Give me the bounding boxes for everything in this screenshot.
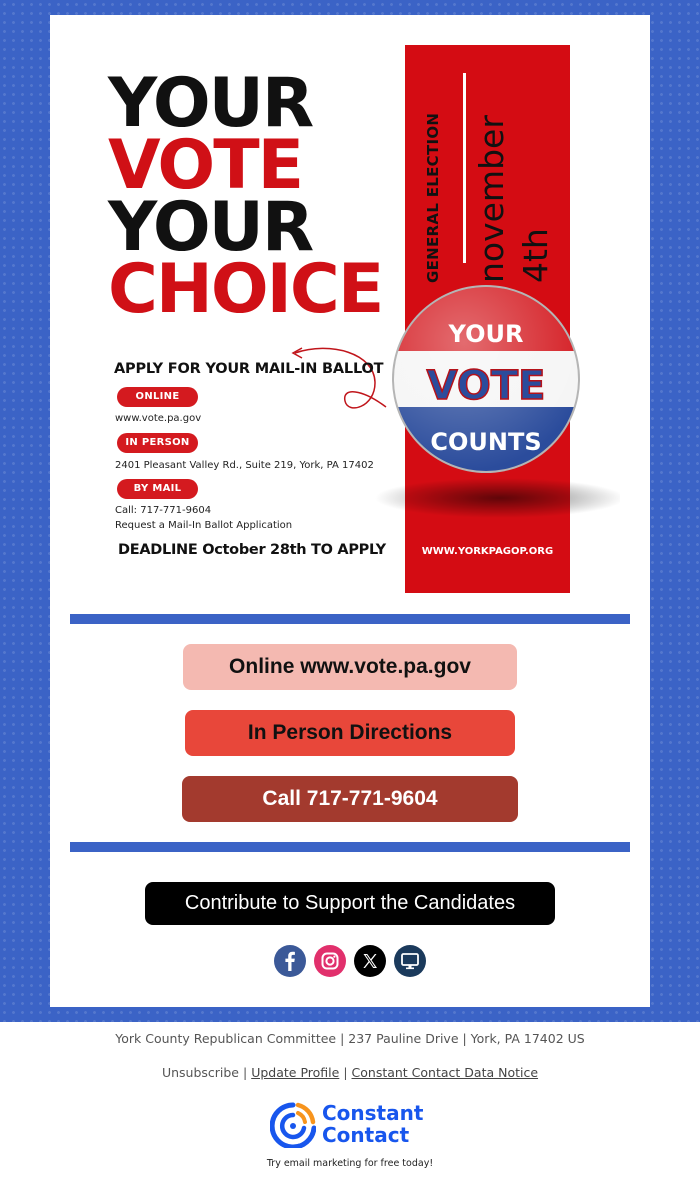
deadline-text: DEADLINE October 28th TO APPLY [118, 542, 386, 558]
in-person-address: 2401 Pleasant Valley Rd., Suite 219, York, PA 17402 [115, 460, 374, 471]
headline-line: YOUR [108, 64, 313, 143]
in-person-pill: IN PERSON [117, 433, 198, 453]
section-divider [70, 614, 630, 624]
constant-contact-tagline[interactable]: Try email marketing for free today! [266, 1158, 434, 1169]
online-pill: ONLINE [117, 387, 198, 407]
badge-bottom: COUNTS [430, 428, 542, 456]
update-profile-link[interactable]: Update Profile [251, 1065, 340, 1080]
call-button[interactable]: Call 717-771-9604 [182, 776, 518, 822]
apply-title: APPLY FOR YOUR MAIL-IN BALLOT [114, 361, 384, 377]
social-links [274, 945, 426, 977]
website-icon[interactable] [394, 945, 426, 977]
by-mail-phone: Call: 717-771-9604 [115, 505, 212, 516]
section-divider [70, 842, 630, 852]
badge-top: YOUR [448, 320, 524, 348]
data-notice-link[interactable]: Constant Contact Data Notice [351, 1065, 539, 1080]
flyer-headline [108, 64, 383, 329]
election-month: november [472, 115, 511, 283]
x-icon[interactable] [354, 945, 386, 977]
footer-separator: | [343, 1065, 348, 1080]
online-button[interactable]: Online www.vote.pa.gov [183, 644, 517, 690]
election-label: GENERAL ELECTION [424, 112, 442, 283]
facebook-icon[interactable] [274, 945, 306, 977]
date-divider [463, 73, 466, 263]
election-day: 4th [516, 228, 555, 283]
headline-line: CHOICE [108, 250, 383, 329]
brand-line: Constant [322, 1101, 424, 1125]
email-card [50, 15, 650, 1007]
election-flyer [50, 15, 650, 605]
footer-address: York County Republican Committee | 237 Pauline Drive | York, PA 17402 US [115, 1031, 585, 1046]
website-label: WWW.YORKPAGOP.ORG [421, 546, 554, 557]
headline-line: VOTE [108, 126, 303, 205]
footer-separator: | [243, 1065, 248, 1080]
by-mail-request: Request a Mail-In Ballot Application [115, 520, 293, 531]
unsubscribe-link[interactable]: Unsubscribe [161, 1065, 240, 1080]
instagram-icon[interactable] [314, 945, 346, 977]
headline-line: YOUR [108, 188, 313, 267]
brand-line: Contact [322, 1123, 410, 1147]
constant-contact-wordmark[interactable] [322, 1102, 423, 1146]
constant-contact-logo-icon[interactable] [270, 1102, 316, 1148]
badge-middle: VOTE [426, 363, 546, 409]
by-mail-pill: BY MAIL [117, 479, 198, 499]
online-url: www.vote.pa.gov [115, 413, 202, 424]
footer-links [0, 1065, 700, 1080]
in-person-directions-button[interactable]: In Person Directions [185, 710, 515, 756]
contribute-button[interactable]: Contribute to Support the Candidates [145, 882, 555, 925]
